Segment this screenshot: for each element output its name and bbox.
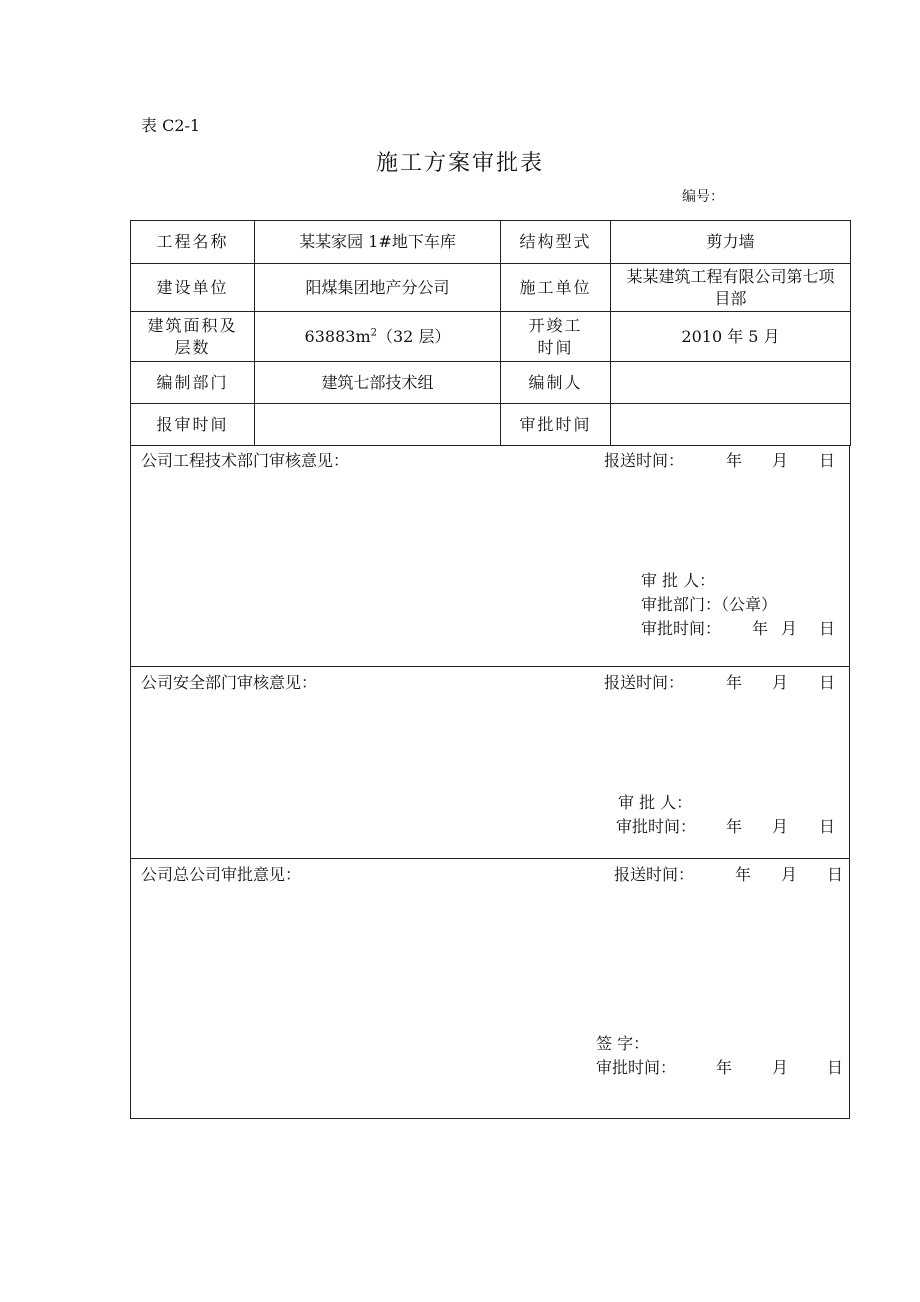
constructor-label: 施工单位 — [501, 264, 611, 312]
table-row — [131, 264, 851, 312]
area-superscript: 2 — [370, 327, 377, 339]
date-year: 年 — [726, 673, 743, 692]
period-label: 开竣工时间 — [501, 312, 611, 362]
editor-value — [611, 362, 851, 404]
tech-send-time-label: 报送时间： — [604, 451, 685, 470]
safety-send-time-label: 报送时间： — [604, 673, 685, 692]
hq-sign-label: 签 字： — [596, 1034, 650, 1053]
hq-send-time-label: 报送时间： — [614, 865, 695, 884]
dept-label: 编制部门 — [131, 362, 255, 404]
safety-opinion-heading: 公司安全部门审核意见： — [141, 673, 318, 692]
hq-approve-time-label: 审批时间： — [596, 1058, 677, 1077]
safety-approve-time-label: 审批时间： — [616, 817, 697, 836]
date-day: 日 — [819, 619, 836, 638]
area-label: 建筑面积及层数 — [131, 312, 255, 362]
table-row — [131, 404, 851, 446]
table-row — [131, 362, 851, 404]
date-day: 日 — [819, 673, 836, 692]
table-row — [131, 312, 851, 362]
date-year: 年 — [735, 865, 752, 884]
date-year: 年 — [752, 619, 769, 638]
tech-approve-dept-label: 审批部门：（公章） — [641, 595, 778, 614]
tech-opinion-heading: 公司工程技术部门审核意见： — [141, 451, 350, 470]
area-floors: （32 层） — [377, 326, 451, 346]
date-year: 年 — [726, 817, 743, 836]
date-day: 日 — [819, 817, 836, 836]
project-name-value: 某某家园 1#地下车库 — [255, 221, 501, 264]
hq-opinion-section — [130, 859, 850, 1119]
constructor-value: 某某建筑工程有限公司第七项目部 — [611, 264, 851, 312]
date-month: 月 — [772, 451, 789, 470]
project-name-label: 工程名称 — [131, 221, 255, 264]
hq-opinion-heading: 公司总公司审批意见： — [141, 865, 302, 884]
table-row — [131, 221, 851, 264]
submit-time-label: 报审时间 — [131, 404, 255, 446]
area-value-cell — [255, 312, 501, 362]
structure-label: 结构型式 — [501, 221, 611, 264]
project-info-table — [130, 220, 851, 446]
tech-approve-time-label: 审批时间： — [641, 619, 722, 638]
safety-approver-label: 审 批 人： — [618, 793, 693, 812]
period-value: 2010 年 5 月 — [611, 312, 851, 362]
approve-time-value — [611, 404, 851, 446]
date-month: 月 — [772, 1058, 789, 1077]
submit-time-value — [255, 404, 501, 446]
tech-approver-label: 审 批 人： — [641, 571, 716, 590]
serial-number-label: 编号： — [682, 189, 724, 205]
builder-label: 建设单位 — [131, 264, 255, 312]
safety-opinion-section — [130, 667, 850, 859]
area-value: 63883m — [304, 326, 371, 346]
dept-value: 建筑七部技术组 — [255, 362, 501, 404]
date-year: 年 — [726, 451, 743, 470]
date-month: 月 — [772, 817, 789, 836]
date-day: 日 — [819, 451, 836, 470]
date-day: 日 — [827, 1058, 844, 1077]
approve-time-label: 审批时间 — [501, 404, 611, 446]
structure-value: 剪力墙 — [611, 221, 851, 264]
date-month: 月 — [772, 673, 789, 692]
builder-value: 阳煤集团地产分公司 — [255, 264, 501, 312]
editor-label: 编制人 — [501, 362, 611, 404]
date-day: 日 — [827, 865, 844, 884]
date-year: 年 — [716, 1058, 733, 1077]
form-number: 表 C2-1 — [141, 116, 201, 135]
date-month: 月 — [781, 865, 798, 884]
date-month: 月 — [781, 619, 798, 638]
tech-opinion-section — [130, 445, 850, 667]
page-title: 施工方案审批表 — [375, 151, 544, 176]
